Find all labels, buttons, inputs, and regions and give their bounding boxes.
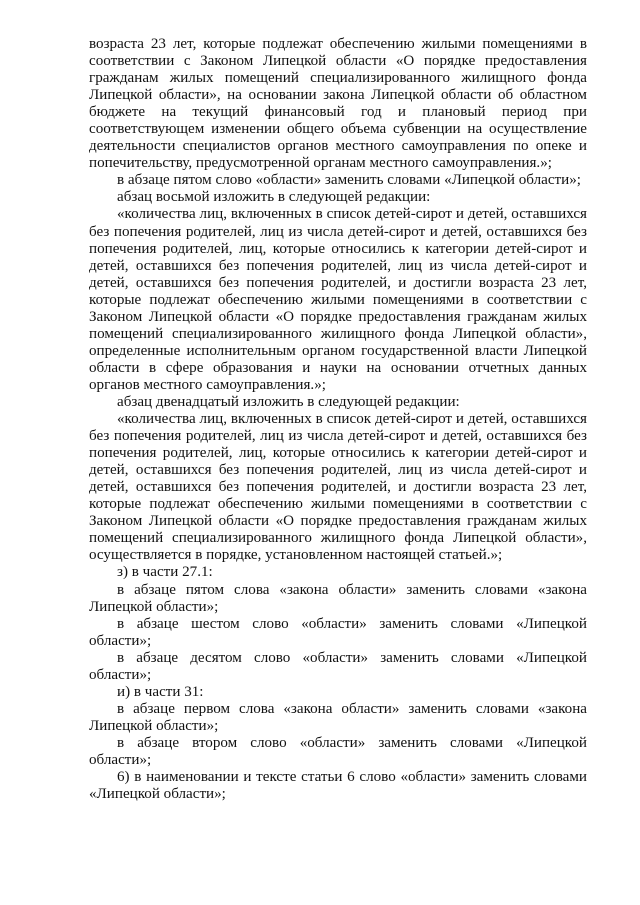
paragraph: в абзаце пятом слова «закона области» заменить словами «закона Липецкой области»;	[89, 581, 587, 615]
paragraph: 6) в наименовании и тексте статьи 6 слово «области» заменить словами «Липецкой области»;	[89, 769, 587, 803]
paragraph: в абзаце первом слова «закона области» заменить словами «закона Липецкой области»;	[89, 700, 587, 734]
paragraph: з) в части 27.1:	[117, 564, 213, 581]
paragraph: абзац двенадцатый изложить в следующей редакции:	[117, 393, 460, 410]
paragraph: в абзаце пятом слово «области» заменить словами «Липецкой области»;	[117, 172, 581, 189]
paragraph: и) в части 31:	[117, 683, 204, 700]
paragraph: в абзаце втором слово «области» заменить словами «Липецкой области»;	[89, 734, 587, 768]
paragraph: «количества лиц, включенных в список детей-сирот и детей, оставшихся без попечения родителей, лиц из числа детей-сирот и детей, оставшихся без попечения родителей, лиц, которые относились к категории детей-сирот и детей, оставшихся без попечения родителей, лиц из числа детей-сирот и детей, оставшихся без попечения родителей, и достигли возраста 23 лет, которые подлежат обеспечению жилыми помещениями в соответствии с Законом Липецкой области «О порядке предоставления гражданам жилых помещений специализированного жилищного фонда Липецкой области», определенные исполнительным органом государственной власти Липецкой области в сфере образования и науки на основании отчетных данных органов местного самоуправления.»;	[89, 206, 587, 393]
paragraph: в абзаце десятом слово «области» заменить словами «Липецкой области»;	[89, 649, 587, 683]
paragraph: в абзаце шестом слово «области» заменить словами «Липецкой области»;	[89, 615, 587, 649]
document-body	[89, 36, 587, 803]
paragraph: «количества лиц, включенных в список детей-сирот и детей, оставшихся без попечения родителей, лиц из числа детей-сирот и детей, оставшихся без попечения родителей, лиц, которые относились к категории детей-сирот и детей, оставшихся без попечения родителей, лиц из числа детей-сирот и детей, оставшихся без попечения родителей, и достигли возраста 23 лет, которые подлежат обеспечению жилыми помещениями в соответствии с Законом Липецкой области «О порядке предоставления гражданам жилых помещений специализированного жилищного фонда Липецкой области», осуществляется в порядке, установленном настоящей статьей.»;	[89, 411, 587, 564]
paragraph: абзац восьмой изложить в следующей редакции:	[117, 189, 431, 206]
paragraph: возраста 23 лет, которые подлежат обеспечению жилыми помещениями в соответствии с Законом Липецкой области «О порядке предоставления гражданам жилых помещений специализированного жилищного фонда Липецкой области», на основании закона Липецкой области об областном бюджете на текущий финансовый год и плановый период при соответствующем изменении общего объема субвенции на осуществление деятельности специалистов органов местного самоуправления по опеке и попечительству, предусмотренной органам местного самоуправления.»;	[89, 36, 587, 172]
